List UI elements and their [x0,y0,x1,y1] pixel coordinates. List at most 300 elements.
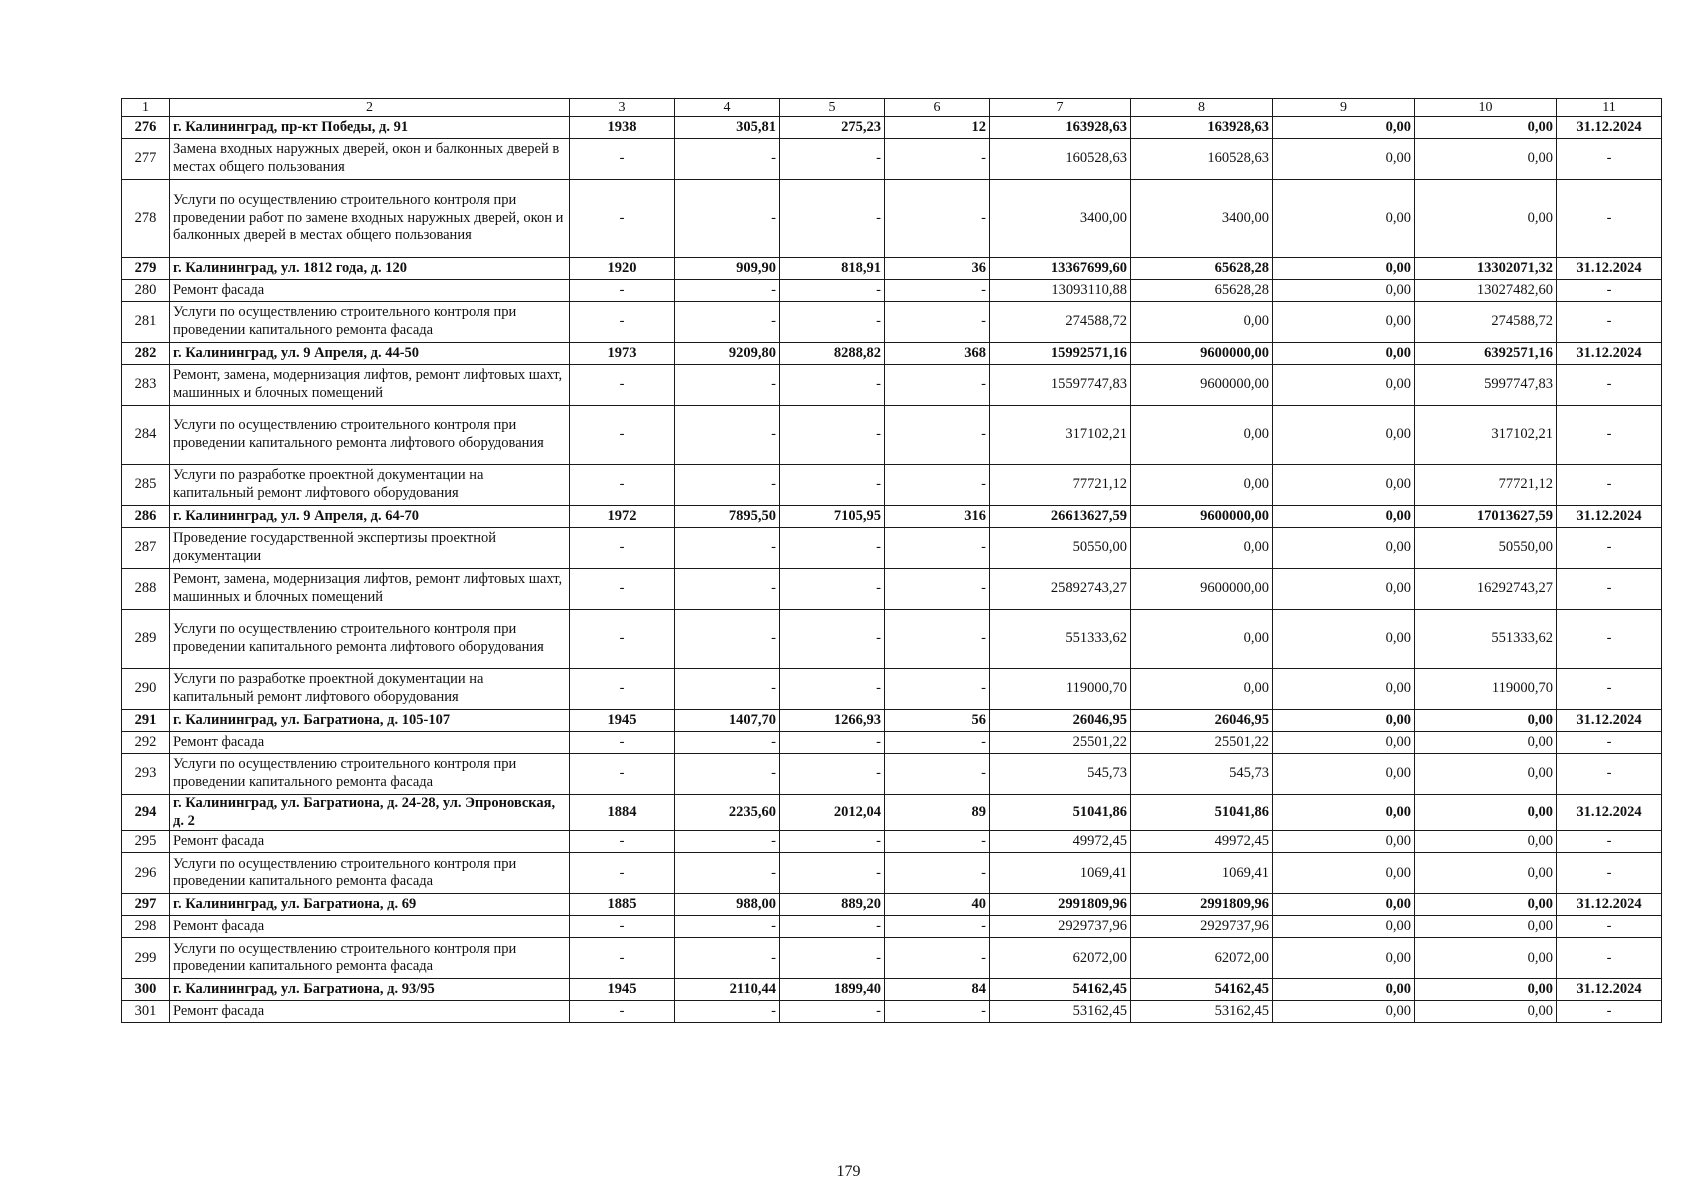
residents-cell: - [885,853,990,894]
total-cost-cell: 545,73 [990,754,1131,795]
year-cell: - [570,1001,675,1023]
address-row [122,343,1662,365]
header-cell: 4 [675,99,780,117]
row-number-cell: 299 [122,938,170,979]
total-area-cell: - [675,280,780,302]
fund-cost-cell: 0,00 [1131,610,1273,669]
budget-cost-cell: 0,00 [1273,795,1415,831]
year-cell: - [570,610,675,669]
total-area-cell: 2235,60 [675,795,780,831]
owner-cost-cell: 0,00 [1415,938,1557,979]
residents-cell: - [885,754,990,795]
row-number-cell: 279 [122,258,170,280]
residential-area-cell: 818,91 [780,258,885,280]
residents-cell: - [885,280,990,302]
budget-cost-cell: 0,00 [1273,938,1415,979]
residents-cell: - [885,528,990,569]
year-cell: - [570,406,675,465]
work-row [122,732,1662,754]
total-area-cell: - [675,938,780,979]
fund-cost-cell: 65628,28 [1131,258,1273,280]
owner-cost-cell: 0,00 [1415,710,1557,732]
total-area-cell: - [675,465,780,506]
total-cost-cell: 119000,70 [990,669,1131,710]
year-cell: 1972 [570,506,675,528]
total-cost-cell: 15597747,83 [990,365,1131,406]
description-cell: Ремонт, замена, модернизация лифтов, ремонт лифтовых шахт, машинных и блочных помещений [170,365,570,406]
year-cell: - [570,754,675,795]
description-cell: Услуги по осуществлению строительного контроля при проведении капитального ремонта фасада [170,938,570,979]
row-number-cell: 300 [122,979,170,1001]
completion-date-cell: - [1557,732,1662,754]
description-cell: г. Калининград, ул. Багратиона, д. 69 [170,894,570,916]
description-cell: Услуги по осуществлению строительного контроля при проведении капитального ремонта фасада [170,853,570,894]
total-cost-cell: 25501,22 [990,732,1131,754]
total-area-cell: - [675,853,780,894]
header-cell: 3 [570,99,675,117]
work-row [122,610,1662,669]
completion-date-cell: - [1557,465,1662,506]
budget-cost-cell: 0,00 [1273,139,1415,180]
fund-cost-cell: 25501,22 [1131,732,1273,754]
total-cost-cell: 274588,72 [990,302,1131,343]
year-cell: - [570,139,675,180]
work-row [122,280,1662,302]
total-cost-cell: 62072,00 [990,938,1131,979]
residential-area-cell: 2012,04 [780,795,885,831]
description-cell: г. Калининград, пр-кт Победы, д. 91 [170,117,570,139]
description-cell: Замена входных наружных дверей, окон и балконных дверей в местах общего пользования [170,139,570,180]
work-row [122,406,1662,465]
completion-date-cell: 31.12.2024 [1557,506,1662,528]
description-cell: Ремонт фасада [170,280,570,302]
owner-cost-cell: 5997747,83 [1415,365,1557,406]
residents-cell: 12 [885,117,990,139]
fund-cost-cell: 9600000,00 [1131,343,1273,365]
total-cost-cell: 317102,21 [990,406,1131,465]
total-area-cell: 1407,70 [675,710,780,732]
year-cell: 1920 [570,258,675,280]
completion-date-cell: 31.12.2024 [1557,117,1662,139]
fund-cost-cell: 1069,41 [1131,853,1273,894]
residents-cell: 36 [885,258,990,280]
total-cost-cell: 160528,63 [990,139,1131,180]
total-cost-cell: 77721,12 [990,465,1131,506]
description-cell: г. Калининград, ул. 9 Апреля, д. 44-50 [170,343,570,365]
row-number-cell: 286 [122,506,170,528]
total-area-cell: - [675,669,780,710]
row-number-cell: 298 [122,916,170,938]
residents-cell: - [885,365,990,406]
header-cell: 5 [780,99,885,117]
row-number-cell: 288 [122,569,170,610]
description-cell: Ремонт фасада [170,831,570,853]
budget-cost-cell: 0,00 [1273,506,1415,528]
budget-cost-cell: 0,00 [1273,343,1415,365]
fund-cost-cell: 26046,95 [1131,710,1273,732]
completion-date-cell: 31.12.2024 [1557,258,1662,280]
owner-cost-cell: 274588,72 [1415,302,1557,343]
residential-area-cell: 1266,93 [780,710,885,732]
budget-cost-cell: 0,00 [1273,1001,1415,1023]
year-cell: - [570,853,675,894]
row-number-cell: 285 [122,465,170,506]
fund-cost-cell: 54162,45 [1131,979,1273,1001]
owner-cost-cell: 551333,62 [1415,610,1557,669]
fund-cost-cell: 9600000,00 [1131,365,1273,406]
total-cost-cell: 54162,45 [990,979,1131,1001]
year-cell: 1884 [570,795,675,831]
year-cell: - [570,831,675,853]
row-number-cell: 295 [122,831,170,853]
owner-cost-cell: 0,00 [1415,916,1557,938]
total-area-cell: - [675,180,780,258]
description-cell: Ремонт, замена, модернизация лифтов, ремонт лифтовых шахт, машинных и блочных помещений [170,569,570,610]
completion-date-cell: - [1557,528,1662,569]
address-row [122,979,1662,1001]
row-number-cell: 284 [122,406,170,465]
total-area-cell: - [675,831,780,853]
description-cell: Ремонт фасада [170,732,570,754]
description-cell: г. Калининград, ул. Багратиона, д. 105-107 [170,710,570,732]
description-cell: Услуги по осуществлению строительного контроля при проведении капитального ремонта фасада [170,754,570,795]
year-cell: - [570,302,675,343]
header-cell: 10 [1415,99,1557,117]
year-cell: - [570,180,675,258]
description-cell: Ремонт фасада [170,916,570,938]
fund-cost-cell: 62072,00 [1131,938,1273,979]
owner-cost-cell: 0,00 [1415,139,1557,180]
row-number-cell: 278 [122,180,170,258]
residents-cell: - [885,302,990,343]
row-number-cell: 276 [122,117,170,139]
budget-cost-cell: 0,00 [1273,831,1415,853]
residents-cell: 89 [885,795,990,831]
row-number-cell: 281 [122,302,170,343]
fund-cost-cell: 0,00 [1131,302,1273,343]
owner-cost-cell: 77721,12 [1415,465,1557,506]
budget-cost-cell: 0,00 [1273,528,1415,569]
row-number-cell: 291 [122,710,170,732]
residential-area-cell: - [780,406,885,465]
completion-date-cell: - [1557,180,1662,258]
description-cell: Услуги по осуществлению строительного контроля при проведении капитального ремонта лифтового оборудования [170,610,570,669]
fund-cost-cell: 49972,45 [1131,831,1273,853]
owner-cost-cell: 0,00 [1415,853,1557,894]
completion-date-cell: 31.12.2024 [1557,979,1662,1001]
fund-cost-cell: 0,00 [1131,669,1273,710]
header-cell: 6 [885,99,990,117]
budget-cost-cell: 0,00 [1273,365,1415,406]
description-cell: Услуги по разработке проектной документации на капитальный ремонт лифтового оборудования [170,669,570,710]
residents-cell: 40 [885,894,990,916]
owner-cost-cell: 0,00 [1415,732,1557,754]
residents-cell: - [885,831,990,853]
address-row [122,117,1662,139]
total-area-cell: - [675,139,780,180]
residents-cell: - [885,732,990,754]
residents-cell: 84 [885,979,990,1001]
work-row [122,754,1662,795]
row-number-cell: 277 [122,139,170,180]
header-cell: 8 [1131,99,1273,117]
description-cell: г. Калининград, ул. 9 Апреля, д. 64-70 [170,506,570,528]
owner-cost-cell: 0,00 [1415,1001,1557,1023]
budget-cost-cell: 0,00 [1273,853,1415,894]
total-area-cell: 7895,50 [675,506,780,528]
description-cell: г. Калининград, ул. Багратиона, д. 24-28, ул. Эпроновская, д. 2 [170,795,570,831]
total-cost-cell: 26046,95 [990,710,1131,732]
residential-area-cell: - [780,754,885,795]
total-area-cell: 988,00 [675,894,780,916]
budget-cost-cell: 0,00 [1273,465,1415,506]
budget-cost-cell: 0,00 [1273,669,1415,710]
total-area-cell: 305,81 [675,117,780,139]
work-row [122,938,1662,979]
owner-cost-cell: 17013627,59 [1415,506,1557,528]
year-cell: - [570,280,675,302]
total-cost-cell: 1069,41 [990,853,1131,894]
row-number-cell: 297 [122,894,170,916]
column-number-header-row [122,99,1662,117]
residents-cell: - [885,139,990,180]
work-row [122,302,1662,343]
year-cell: - [570,569,675,610]
work-row [122,365,1662,406]
address-row [122,795,1662,831]
residential-area-cell: - [780,302,885,343]
owner-cost-cell: 50550,00 [1415,528,1557,569]
residential-area-cell: 7105,95 [780,506,885,528]
residential-area-cell: 275,23 [780,117,885,139]
residential-area-cell: - [780,831,885,853]
fund-cost-cell: 53162,45 [1131,1001,1273,1023]
row-number-cell: 283 [122,365,170,406]
residential-area-cell: - [780,853,885,894]
year-cell: 1945 [570,979,675,1001]
budget-cost-cell: 0,00 [1273,610,1415,669]
residents-cell: - [885,669,990,710]
total-area-cell: - [675,1001,780,1023]
residential-area-cell: - [780,569,885,610]
work-row [122,916,1662,938]
total-cost-cell: 49972,45 [990,831,1131,853]
residential-area-cell: - [780,465,885,506]
residential-area-cell: 8288,82 [780,343,885,365]
budget-cost-cell: 0,00 [1273,180,1415,258]
budget-cost-cell: 0,00 [1273,302,1415,343]
total-area-cell: - [675,732,780,754]
completion-date-cell: - [1557,302,1662,343]
completion-date-cell: - [1557,669,1662,710]
total-cost-cell: 2991809,96 [990,894,1131,916]
owner-cost-cell: 13302071,32 [1415,258,1557,280]
work-row [122,853,1662,894]
work-row [122,465,1662,506]
completion-date-cell: 31.12.2024 [1557,795,1662,831]
total-area-cell: - [675,528,780,569]
row-number-cell: 287 [122,528,170,569]
completion-date-cell: - [1557,754,1662,795]
fund-cost-cell: 2991809,96 [1131,894,1273,916]
header-cell: 7 [990,99,1131,117]
residential-area-cell: - [780,1001,885,1023]
row-number-cell: 282 [122,343,170,365]
completion-date-cell: - [1557,853,1662,894]
residential-area-cell: - [780,528,885,569]
owner-cost-cell: 0,00 [1415,754,1557,795]
residential-area-cell: - [780,180,885,258]
completion-date-cell: - [1557,938,1662,979]
page-number: 179 [836,1163,861,1180]
budget-cost-cell: 0,00 [1273,732,1415,754]
total-area-cell: - [675,365,780,406]
description-cell: Услуги по разработке проектной документации на капитальный ремонт лифтового оборудования [170,465,570,506]
total-area-cell: - [675,302,780,343]
completion-date-cell: - [1557,916,1662,938]
total-cost-cell: 26613627,59 [990,506,1131,528]
completion-date-cell: - [1557,406,1662,465]
description-cell: Услуги по осуществлению строительного контроля при проведении работ по замене входных наружных дверей, окон и балконных дверей в местах общего пользования [170,180,570,258]
work-row [122,1001,1662,1023]
row-number-cell: 292 [122,732,170,754]
year-cell: - [570,938,675,979]
header-cell: 11 [1557,99,1662,117]
total-area-cell: - [675,754,780,795]
total-cost-cell: 50550,00 [990,528,1131,569]
total-cost-cell: 3400,00 [990,180,1131,258]
total-cost-cell: 51041,86 [990,795,1131,831]
owner-cost-cell: 0,00 [1415,831,1557,853]
residents-cell: - [885,465,990,506]
budget-cost-cell: 0,00 [1273,406,1415,465]
completion-date-cell: 31.12.2024 [1557,710,1662,732]
budget-cost-cell: 0,00 [1273,569,1415,610]
row-number-cell: 301 [122,1001,170,1023]
description-cell: г. Калининград, ул. 1812 года, д. 120 [170,258,570,280]
owner-cost-cell: 0,00 [1415,979,1557,1001]
completion-date-cell: - [1557,139,1662,180]
completion-date-cell: - [1557,1001,1662,1023]
description-cell: Услуги по осуществлению строительного контроля при проведении капитального ремонта фасада [170,302,570,343]
fund-cost-cell: 545,73 [1131,754,1273,795]
owner-cost-cell: 13027482,60 [1415,280,1557,302]
address-row [122,710,1662,732]
owner-cost-cell: 0,00 [1415,894,1557,916]
header-cell: 1 [122,99,170,117]
header-cell: 9 [1273,99,1415,117]
address-row [122,506,1662,528]
residents-cell: - [885,569,990,610]
total-cost-cell: 163928,63 [990,117,1131,139]
residential-area-cell: 889,20 [780,894,885,916]
fund-cost-cell: 163928,63 [1131,117,1273,139]
total-cost-cell: 13367699,60 [990,258,1131,280]
year-cell: - [570,669,675,710]
residential-area-cell: - [780,610,885,669]
row-number-cell: 294 [122,795,170,831]
fund-cost-cell: 160528,63 [1131,139,1273,180]
residential-area-cell: - [780,280,885,302]
year-cell: 1945 [570,710,675,732]
residential-area-cell: - [780,139,885,180]
description-cell: Проведение государственной экспертизы проектной документации [170,528,570,569]
owner-cost-cell: 0,00 [1415,795,1557,831]
completion-date-cell: 31.12.2024 [1557,894,1662,916]
completion-date-cell: - [1557,831,1662,853]
year-cell: - [570,528,675,569]
address-row [122,258,1662,280]
total-area-cell: - [675,916,780,938]
year-cell: - [570,465,675,506]
fund-cost-cell: 65628,28 [1131,280,1273,302]
work-row [122,669,1662,710]
total-area-cell: 9209,80 [675,343,780,365]
total-area-cell: - [675,406,780,465]
row-number-cell: 293 [122,754,170,795]
budget-cost-cell: 0,00 [1273,894,1415,916]
residents-cell: - [885,610,990,669]
description-cell: Услуги по осуществлению строительного контроля при проведении капитального ремонта лифтового оборудования [170,406,570,465]
budget-cost-cell: 0,00 [1273,117,1415,139]
residents-cell: - [885,180,990,258]
residents-cell: - [885,406,990,465]
residents-cell: - [885,938,990,979]
owner-cost-cell: 0,00 [1415,180,1557,258]
owner-cost-cell: 6392571,16 [1415,343,1557,365]
owner-cost-cell: 0,00 [1415,117,1557,139]
row-number-cell: 280 [122,280,170,302]
description-cell: г. Калининград, ул. Багратиона, д. 93/95 [170,979,570,1001]
work-row [122,139,1662,180]
completion-date-cell: - [1557,365,1662,406]
total-cost-cell: 551333,62 [990,610,1131,669]
row-number-cell: 296 [122,853,170,894]
total-cost-cell: 15992571,16 [990,343,1131,365]
budget-cost-cell: 0,00 [1273,258,1415,280]
row-number-cell: 289 [122,610,170,669]
repair-program-table [121,98,1662,1023]
work-row [122,569,1662,610]
description-cell: Ремонт фасада [170,1001,570,1023]
total-area-cell: 909,90 [675,258,780,280]
budget-cost-cell: 0,00 [1273,916,1415,938]
fund-cost-cell: 51041,86 [1131,795,1273,831]
completion-date-cell: - [1557,569,1662,610]
work-row [122,528,1662,569]
residents-cell: 368 [885,343,990,365]
total-cost-cell: 25892743,27 [990,569,1131,610]
residential-area-cell: - [780,938,885,979]
header-cell: 2 [170,99,570,117]
total-cost-cell: 2929737,96 [990,916,1131,938]
work-row [122,831,1662,853]
residents-cell: - [885,1001,990,1023]
residents-cell: 56 [885,710,990,732]
year-cell: 1938 [570,117,675,139]
residential-area-cell: - [780,669,885,710]
fund-cost-cell: 0,00 [1131,465,1273,506]
completion-date-cell: 31.12.2024 [1557,343,1662,365]
year-cell: - [570,365,675,406]
residents-cell: - [885,916,990,938]
residents-cell: 316 [885,506,990,528]
fund-cost-cell: 2929737,96 [1131,916,1273,938]
budget-cost-cell: 0,00 [1273,280,1415,302]
budget-cost-cell: 0,00 [1273,710,1415,732]
total-area-cell: - [675,569,780,610]
fund-cost-cell: 0,00 [1131,528,1273,569]
